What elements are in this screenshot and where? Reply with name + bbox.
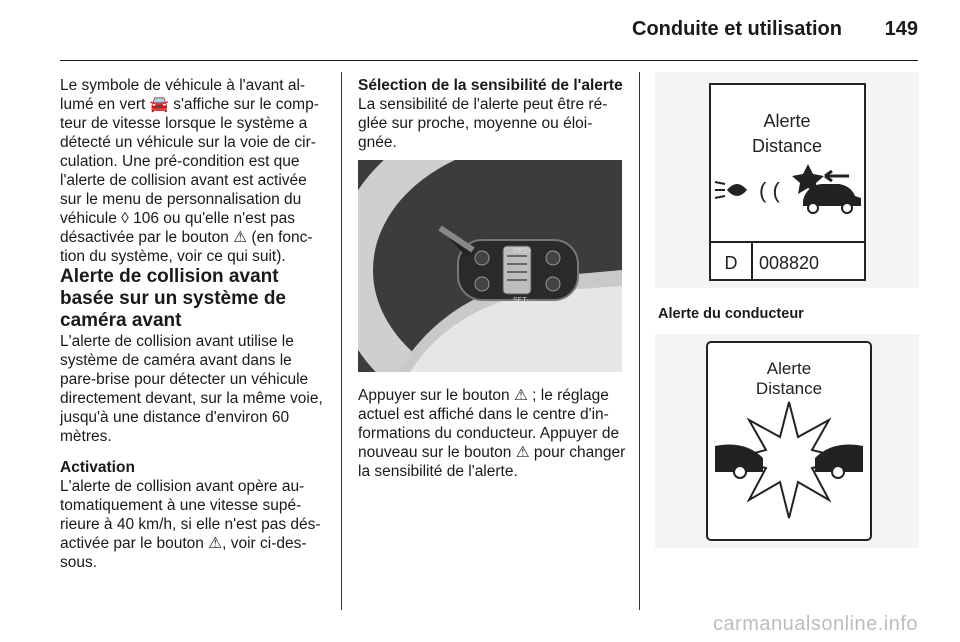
- subheading-sensitivity: Sélection de la sensibilité de l'alerte: [358, 77, 623, 94]
- paragraph-sensitivity: La sensibilité de l'alerte peut être ré- glée sur proche, moyenne ou éloi- gnée.: [358, 96, 608, 151]
- display-gear: D: [724, 253, 738, 273]
- distance-display-illustration: [655, 72, 919, 288]
- paragraph-activation: L'alerte de collision avant opère au- tomatiquement à une vitesse supé- rieure à 40 km/h, si elle n'est pas dés- activée par le bouton ⚠, voir ci-des- sous.: [60, 478, 321, 571]
- column-1: [60, 76, 332, 572]
- display-odometer: 008820: [759, 253, 820, 273]
- steering-wheel-illustration: [358, 160, 622, 372]
- column-2-lower: [358, 386, 626, 481]
- distance-display-figure: [655, 72, 919, 288]
- paragraph-vehicle-symbol: Le symbole de véhicule à l'avant al- lumé en vert 🚘 s'affiche sur le comp- teur de vitesse lorsque le système a détecté un véhicule sur la voie de cir- culation. Une pré-condition est que l'alerte de collision avant est activée sur le menu de personnalisation du véhicule ◊ 106 ou qu'elle n'est pas désactivée par le bouton ⚠ (en fonc- tion du système, voir ce qui suit).: [60, 77, 319, 265]
- paragraph-press-button: Appuyer sur le bouton ⚠ ; le réglage actuel est affiché dans le centre d'in- formations du conducteur. Appuyer de nouveau sur le bouton ⚠ pour changer la sensibilité de l'alerte.: [358, 387, 626, 480]
- page-number: 149: [884, 18, 918, 40]
- watermark: carmanualsonline.info: [712, 613, 918, 635]
- column-divider-1: [341, 72, 342, 610]
- header-title: Conduite et utilisation: [632, 18, 842, 40]
- paragraph-camera-system: L'alerte de collision avant utilise le système de caméra avant dans le pare-brise pour détecter un véhicule directement devant, sur la même voie, jusqu'à une distance d'environ 60 mètres.: [60, 333, 323, 445]
- display-title-distance: Distance: [751, 136, 823, 156]
- set-label: SET-: [513, 297, 529, 304]
- column-divider-2: [639, 72, 640, 610]
- figure-caption: Alerte du conducteur: [658, 306, 804, 322]
- warning-title-distance: Distance: [755, 379, 823, 398]
- display-title-alerte: Alerte: [763, 111, 811, 131]
- section-heading: Alerte de collision avant basée sur un système de caméra avant: [60, 266, 286, 331]
- driver-warning-illustration: [655, 334, 919, 548]
- column-2: [358, 76, 626, 152]
- steering-wheel-figure: [358, 160, 622, 372]
- signal-waves-icon: ( (: [759, 178, 780, 203]
- header-rule: [60, 60, 918, 61]
- warning-title-alerte: Alerte: [766, 359, 812, 378]
- subheading-activation: Activation: [60, 459, 135, 476]
- driver-warning-figure: [655, 334, 919, 548]
- res-label: RES+: [513, 248, 532, 255]
